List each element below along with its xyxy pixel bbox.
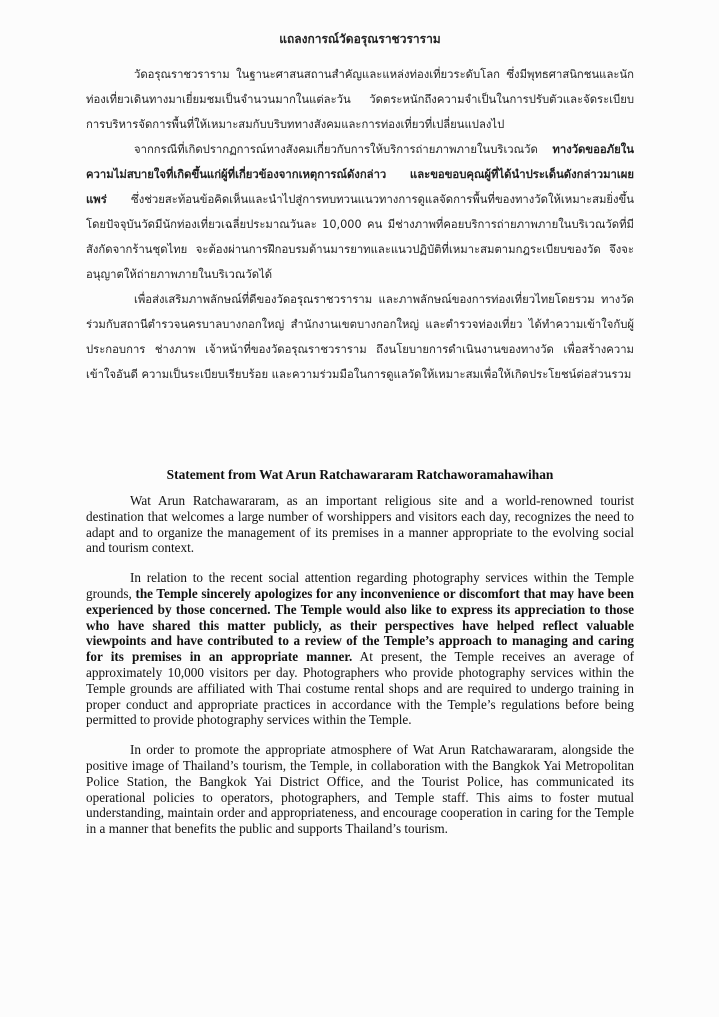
- english-paragraph-1: Wat Arun Ratchawararam, as an important religious site and a world-renowned tourist destination that welcomes a large number of worshippers and visitors each day, recognizes the need to adapt and to organize the management of its premises in a manner appropriate to the evolving social and tourism context.: [86, 493, 634, 556]
- thai-paragraph-2: [86, 137, 634, 287]
- thai-paragraph-1: วัดอรุณราชวราราม ในฐานะศาสนสถานสำคัญและแหล่งท่องเที่ยวระดับโลก ซึ่งมีพุทธศาสนิกชนและนักท่องเที่ยวเดินทางมาเยี่ยมชมเป็นจำนวนมากในแต่ละวัน วัดตระหนักถึงความจำเป็นในการปรับตัวและจัดระเบียบการบริหารจัดการพื้นที่ให้เหมาะสมกับบริบททางสังคมและการท่องเที่ยวที่เปลี่ยนแปลงไป: [86, 68, 634, 131]
- english-paragraph-2: [86, 570, 634, 728]
- english-paragraph-3: In order to promote the appropriate atmosphere of Wat Arun Ratchawararam, alongside the positive image of Thailand’s tourism, the Temple, in collaboration with the Bangkok Yai Metropolitan Police Station, the Bangkok Yai District Office, and the Tourist Police, has communicated its operational policies to operators, photographers, and Temple staff. This aims to foster mutual understanding, maintain order and appropriateness, and encourage cooperation in caring for the Temple in a manner that benefits the public and supports Thailand’s tourism.: [86, 742, 634, 837]
- english-paragraph-2-rest: At present, the Temple receives an average of approximately 10,000 visitors per day. Photographers who provide photography services within the Temple grounds are affiliated with Thai costume rental shops and are required to undergo training in proper conduct and appropriate practices in accordance with the Temple’s regulations before being permitted to provide photography services within the Temple.: [86, 649, 635, 728]
- english-title: Statement from Wat Arun Ratchawararam Ratchaworamahawihan: [166, 467, 554, 482]
- thai-apology-text: ทางวัดขออภัยในความไม่สบายใจที่เกิดขึ้นแก่ผู้ที่เกี่ยวข้องจากเหตุการณ์ดังกล่าว และขอขอบคุณผู้ที่ได้นำประเด็นดังกล่าวมาเผยแพร่: [86, 143, 634, 206]
- thai-paragraph-2-rest: ซึ่งช่วยสะท้อนข้อคิดเห็นและนำไปสู่การทบทวนแนวทางการดูแลจัดการพื้นที่ของทางวัดให้เหมาะสมยิ่งขึ้น โดยปัจจุบันวัดมีนักท่องเที่ยวเฉลี่ยประมาณวันละ 10,000 คน มีช่างภาพที่คอยบริการถ่ายภาพภายในบริเวณวัดที่มีสังกัดจากร้านชุดไทย จะต้องผ่านการฝึกอบรมด้านมารยาทและแนวปฏิบัติที่เหมาะสมตามกฎระเบียบของวัด จึงจะอนุญาตให้ถ่ายภาพภายในบริเวณวัดได้: [86, 193, 634, 281]
- english-apology-text: the Temple sincerely apologizes for any inconvenience or discomfort that may have been experienced by those concerned. The Temple would also like to express its appreciation to those who have shared this matter publicly, as their perspectives have helped reflect valuable viewpoints and have contributed to a review of the Temple’s approach to managing and caring for its premises in an appropriate manner.: [86, 585, 634, 665]
- thai-paragraph-2-intro: จากกรณีที่เกิดปรากฏการณ์ทางสังคมเกี่ยวกับการให้บริการถ่ายภาพภายในบริเวณวัด: [134, 143, 553, 156]
- english-paragraph-2-intro: In relation to the recent social attention regarding photography services within the Temple grounds,: [86, 570, 634, 601]
- thai-paragraph-3: เพื่อส่งเสริมภาพลักษณ์ที่ดีของวัดอรุณราชวราราม และภาพลักษณ์ของการท่องเที่ยวไทยโดยรวม ทางวัดร่วมกับสถานีตำรวจนครบาลบางกอกใหญ่ สำนักงานเขตบางกอกใหญ่ และตำรวจท่องเที่ยว ได้ทำความเข้าใจกับผู้ประกอบการ ช่างภาพ เจ้าหน้าที่ของวัดอรุณราชวราราม ถึงนโยบายการดำเนินงานของทางวัด เพื่อสร้างความเข้าใจอันดี ความเป็นระเบียบเรียบร้อย และความร่วมมือในการดูแลวัดให้เหมาะสมเพื่อให้เกิดประโยชน์ต่อส่วนรวม: [86, 293, 634, 381]
- thai-title: แถลงการณ์วัดอรุณราชวราราม: [279, 32, 441, 46]
- thai-statement: [86, 32, 634, 387]
- english-statement: [86, 467, 634, 851]
